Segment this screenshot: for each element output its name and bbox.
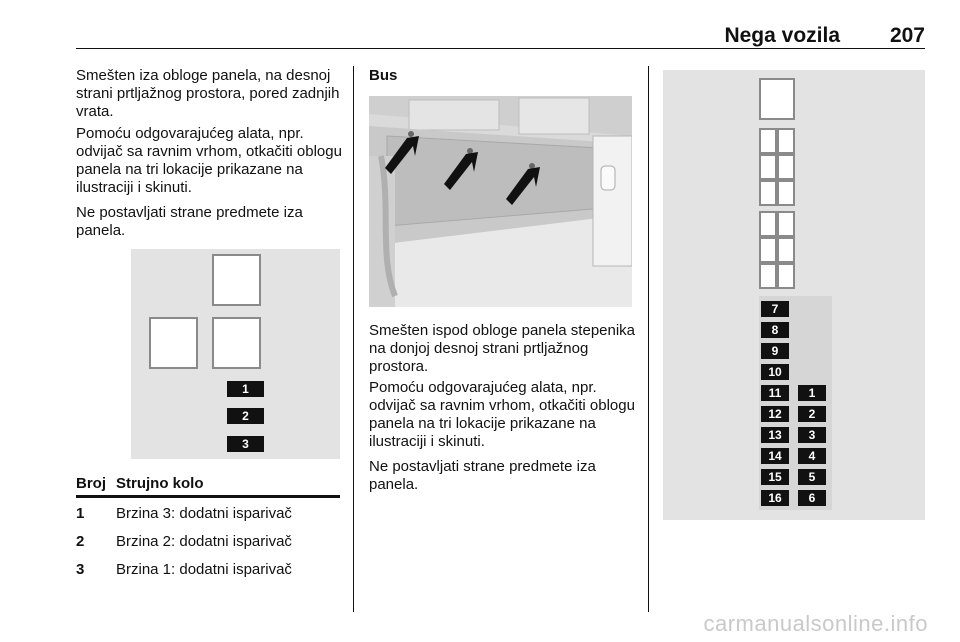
fuse-label: 1 (227, 381, 264, 397)
header-divider (76, 48, 925, 49)
fuse-slot (777, 263, 795, 289)
fuse-label: 2 (227, 408, 264, 424)
relay-slot-left (149, 317, 198, 369)
table-cell-circuit: Brzina 2: dodatni isparivač (116, 533, 292, 550)
fuse-slot (777, 237, 795, 263)
fuse-label: 6 (798, 490, 826, 506)
middle-paragraph-warning: Ne postavljati strane predmete iza panela. (369, 458, 596, 493)
fuse-block (759, 296, 832, 510)
fuse-slot (759, 128, 777, 154)
fuse-label: 2 (798, 406, 826, 422)
table-cell-number: 2 (76, 533, 85, 550)
fuse-label: 16 (761, 490, 789, 506)
fuse-slot (759, 263, 777, 289)
fuse-label: 3 (227, 436, 264, 452)
left-paragraph-instructions: Pomoću odgovarajućeg alata, npr. odvijač sa ravnim vrhom, otkačiti oblogu panela na tri lokacije prikazane na ilustraciji i skinuti. (76, 125, 342, 196)
fuse-label: 9 (761, 343, 789, 359)
fuse-label: 4 (798, 448, 826, 464)
fuse-label: 12 (761, 406, 789, 422)
table-cell-number: 3 (76, 561, 85, 578)
fuse-box-figure (131, 249, 340, 459)
fuse-label: 14 (761, 448, 789, 464)
fuse-slot (759, 211, 777, 237)
watermark-text: carmanualsonline.info (703, 611, 928, 636)
fuse-label: 7 (761, 301, 789, 317)
fuse-label: 5 (798, 469, 826, 485)
relay-slot-right (212, 317, 261, 369)
fuse-slot (777, 128, 795, 154)
middle-paragraph-location: Smešten ispod obloge panela stepenika na donjoj desnoj strani prtljažnog prostora. (369, 322, 636, 375)
bus-fuse-panel-figure (663, 70, 925, 520)
fuse-label: 13 (761, 427, 789, 443)
fuse-label: 10 (761, 364, 789, 380)
middle-paragraph-instructions: Pomoću odgovarajućeg alata, npr. odvijač sa ravnim vrhom, otkačiti oblogu panela na tri lokacije prikazane na ilustraciji i skinuti. (369, 379, 635, 450)
fuse-label: 8 (761, 322, 789, 338)
fuse-slot (759, 154, 777, 180)
column-divider-right (648, 66, 649, 612)
fuse-label: 15 (761, 469, 789, 485)
table-cell-circuit: Brzina 3: dodatni isparivač (116, 505, 292, 522)
table-header-number: Broj (76, 475, 106, 492)
fuse-label: 11 (761, 385, 789, 401)
table-cell-circuit: Brzina 1: dodatni isparivač (116, 561, 292, 578)
fuse-slot (777, 154, 795, 180)
page-number: 207 (889, 24, 925, 47)
fuse-slot (777, 211, 795, 237)
fuse-slot (759, 237, 777, 263)
relay-slot-top (212, 254, 261, 306)
fuse-slot (777, 180, 795, 206)
section-title-bus: Bus (369, 67, 398, 84)
table-header-rule (76, 495, 340, 498)
left-paragraph-location: Smešten iza obloge panela, na desnoj strani prtljažnog prostora, pored zadnjih vrata. (76, 67, 340, 120)
relay-slot (759, 78, 795, 120)
left-paragraph-warning: Ne postavljati strane predmete iza panela. (76, 204, 303, 239)
column-divider-left (353, 66, 354, 612)
fuse-slot (759, 180, 777, 206)
page-section-title: Nega vozila (724, 24, 840, 47)
fuse-label: 3 (798, 427, 826, 443)
panel-location-photo (369, 96, 632, 307)
table-header-circuit: Strujno kolo (116, 475, 204, 492)
panel-location-illustration (369, 96, 632, 307)
fuse-label: 1 (798, 385, 826, 401)
table-cell-number: 1 (76, 505, 85, 522)
